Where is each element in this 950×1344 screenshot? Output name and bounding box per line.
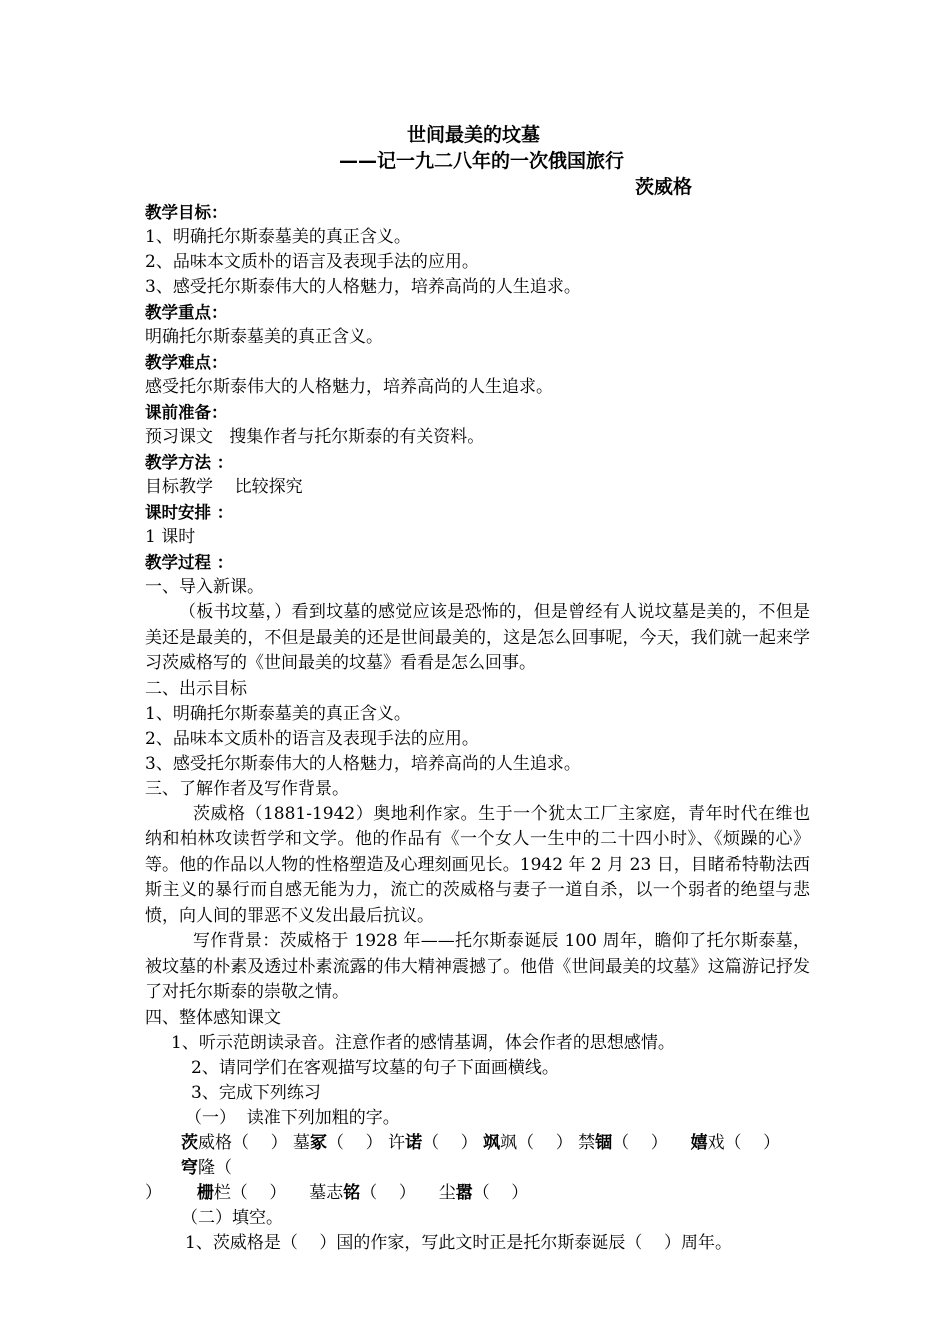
pron-item: 墓冢（ ） xyxy=(293,1132,383,1153)
method-text: 目标教学 比较探究 xyxy=(145,477,303,497)
doc-title: 世间最美的坟墓 xyxy=(406,124,540,146)
difficulty-text: 感受托尔斯泰伟大的人格魅力，培养高尚的人生追求。 xyxy=(145,377,553,397)
exercise-heading: （二）填空。 xyxy=(181,1207,283,1228)
focus-heading: 教学重点： xyxy=(145,303,228,322)
goal-item: 1、明确托尔斯泰墓美的真正含义。 xyxy=(145,703,411,724)
pron-item: 尘嚣（ ） xyxy=(438,1182,529,1203)
task-item: 2、请同学们在客观描写坟墓的句子下面画横线。 xyxy=(191,1057,559,1078)
exercise-heading: （一） 读准下列加粗的字。 xyxy=(185,1107,400,1128)
pron-item: 墓志铭（ ） xyxy=(309,1182,416,1203)
goals-heading: 教学目标： xyxy=(145,203,228,222)
focus-text: 明确托尔斯泰墓美的真正含义。 xyxy=(145,327,383,347)
task-item: 1、听示范朗读录音。注意作者的感情基调，体会作者的思想感情。 xyxy=(171,1032,675,1053)
doc-subtitle: ——记一九二八年的一次俄国旅行 xyxy=(338,150,624,172)
title-block xyxy=(145,122,810,200)
process-heading: 教学过程 ： xyxy=(145,553,234,572)
intro-paragraph: （板书坟墓，）看到坟墓的感觉应该是恐怖的，但是曾经有人说坟墓是美的，不但是美还是最美的，不但是最美的还是世间最美的，这是怎么回事呢，今天，我们就一起来学习茨威格写的《世间最美的坟墓》看看是怎么回事。 xyxy=(145,602,810,673)
goal-item: 3、感受托尔斯泰伟大的人格魅力，培养高尚的人生追求。 xyxy=(145,753,581,774)
task-item: 3、完成下列练习 xyxy=(191,1082,321,1103)
goal-item: 1、明确托尔斯泰墓美的真正含义。 xyxy=(145,227,411,247)
goal-item: 2、品味本文质朴的语言及表现手法的应用。 xyxy=(145,252,479,272)
pron-item: 栅栏（ ） xyxy=(196,1182,287,1203)
time-text: 1 课时 xyxy=(145,527,196,547)
pron-item: 禁锢（ ） xyxy=(578,1132,668,1153)
difficulty-heading: 教学难点： xyxy=(145,353,228,372)
goal-item: 2、品味本文质朴的语言及表现手法的应用。 xyxy=(145,728,479,749)
time-heading: 课时安排 ： xyxy=(145,503,234,522)
pron-item: 飒飒（ ） xyxy=(483,1132,573,1153)
step-reading: 四、整体感知课文 xyxy=(145,1007,281,1028)
prep-text: 预习课文 搜集作者与托尔斯泰的有关资料。 xyxy=(145,427,485,447)
background-paragraph: 写作背景：茨威格于 1928 年——托尔斯泰诞辰 100 周年，瞻仰了托尔斯泰墓，被坟墓的朴素及透过朴素流露的伟大精神震撼了。他借《世间最美的坟墓》这篇游记抒发了对托尔斯泰的崇敬之情。 xyxy=(145,931,810,1002)
author-paragraph: 茨威格（1881-1942）奥地利作家。生于一个犹太工厂主家庭，青年时代在维也纳和柏林攻读哲学和文学。他的作品有《一个女人一生中的二十四小时》、《烦躁的心》等。他的作品以人物的性格塑造及心理刻画见长。1942 年 2 月 23 日，目睹希特勒法西斯主义的暴行而自感无能为力，流亡的茨威格与妻子一道自杀，以一个弱者的绝望与悲愤，向人间的罪恶不义发出最后抗议。 xyxy=(145,803,810,926)
pron-item: 嬉戏（ ） xyxy=(690,1132,781,1153)
prep-heading: 课前准备： xyxy=(145,403,228,422)
fill-item: 1、茨威格是（ ）国的作家，写此文时正是托尔斯泰诞辰（ ）周年。 xyxy=(185,1232,733,1253)
pron-item: ） xyxy=(145,1182,162,1203)
pronunciation-list xyxy=(145,1131,810,1206)
pron-item: 许诺（ ） xyxy=(388,1132,478,1153)
goal-item: 3、感受托尔斯泰伟大的人格魅力，培养高尚的人生追求。 xyxy=(145,277,581,297)
method-heading: 教学方法 ： xyxy=(145,453,234,472)
doc-author: 茨威格 xyxy=(634,176,692,198)
pron-item: 茨威格（ ） xyxy=(181,1132,288,1153)
step-goals: 二、出示目标 xyxy=(145,678,247,699)
step-author: 三、了解作者及写作背景。 xyxy=(145,778,349,799)
pron-item: 穹隆（ xyxy=(181,1157,232,1178)
step-intro: 一、导入新课。 xyxy=(145,577,264,597)
document-page xyxy=(145,122,810,1256)
